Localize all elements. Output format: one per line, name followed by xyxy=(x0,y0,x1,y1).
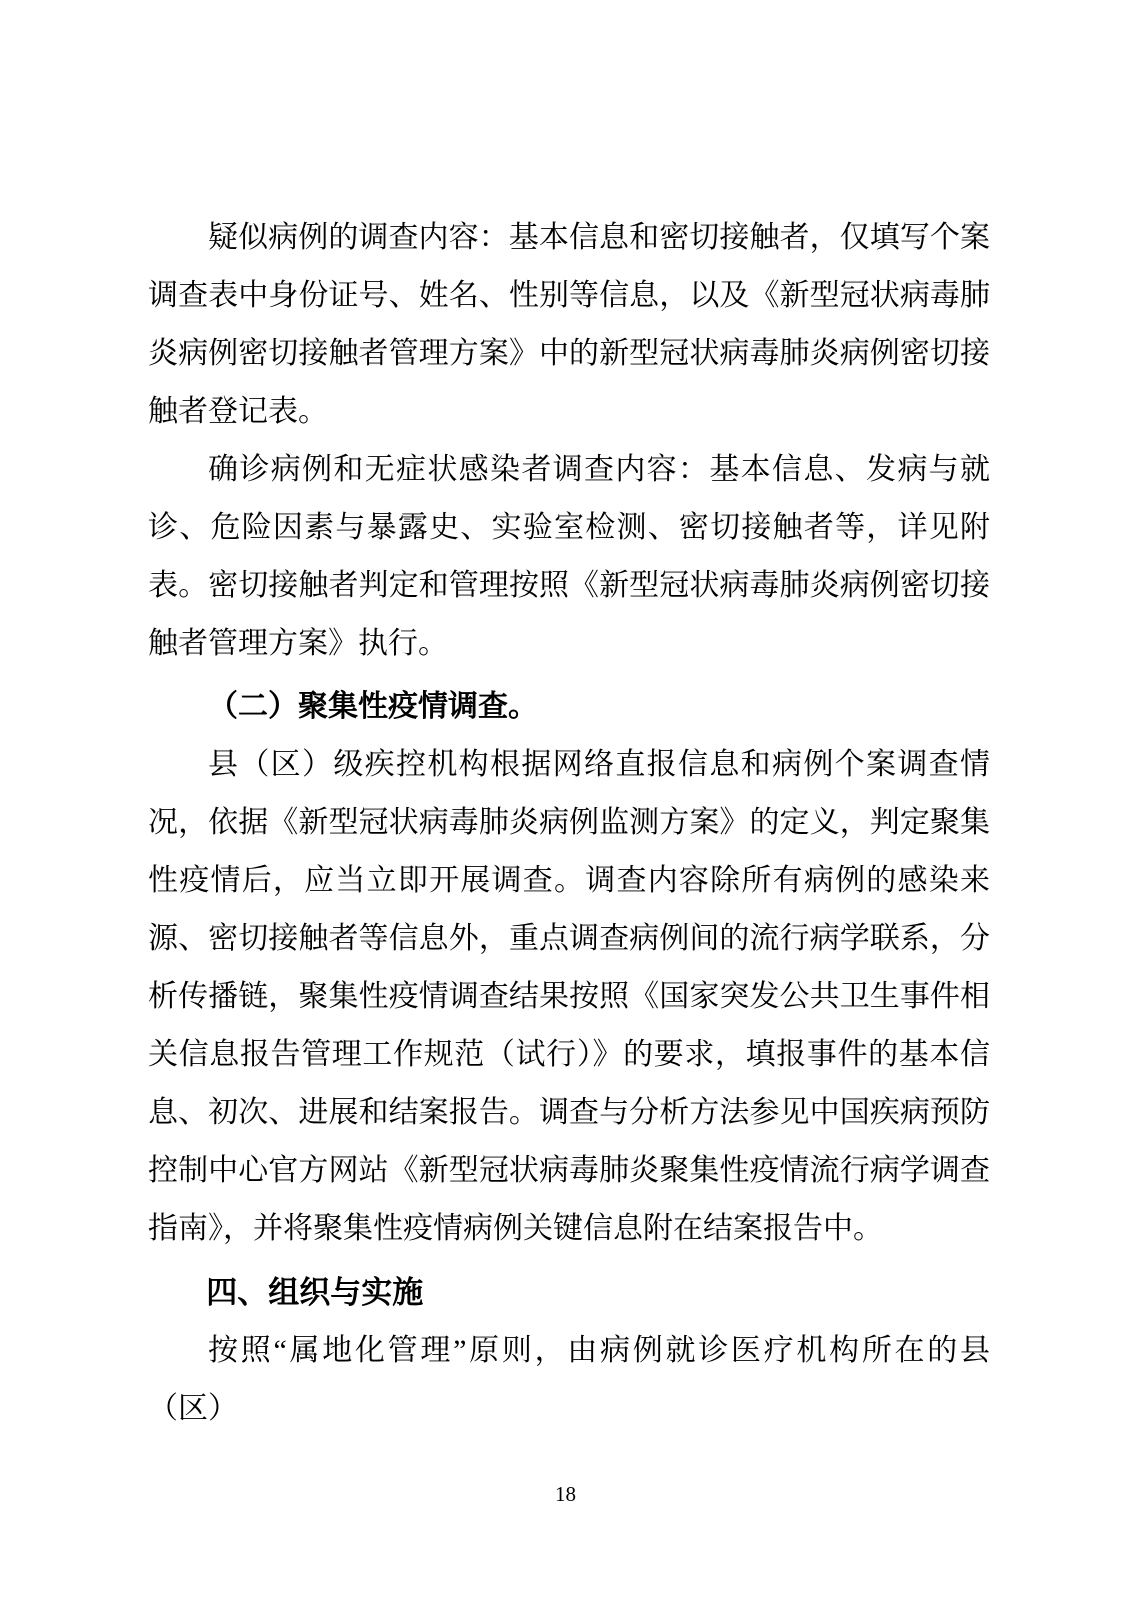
paragraph-suspected-case-investigation: 疑似病例的调查内容：基本信息和密切接触者，仅填写个案调查表中身份证号、姓名、性别等信息，以及《新型冠状病毒肺炎病例密切接触者管理方案》中的新型冠状病毒肺炎病例密切接触者登记表。 xyxy=(148,221,990,428)
paragraph-territorial-management-principle: 按照“属地化管理”原则，由病例就诊医疗机构所在的县（区） xyxy=(148,1334,990,1425)
paragraph-confirmed-case-investigation: 确诊病例和无症状感染者调查内容：基本信息、发病与就诊、危险因素与暴露史、实验室检测、密切接触者等，详见附表。密切接触者判定和管理按照《新型冠状病毒肺炎病例密切接触者管理方案》执行。 xyxy=(148,453,990,660)
page-number: 18 xyxy=(555,1482,576,1506)
paragraph-cluster-epidemic-investigation: 县（区）级疾控机构根据网络直报信息和病例个案调查情况，依据《新型冠状病毒肺炎病例监测方案》的定义，判定聚集性疫情后，应当立即开展调查。调查内容除所有病例的感染来源、密切接触者等信息外，重点调查病例间的流行病学联系，分析传播链，聚集性疫情调查结果按照《国家突发公共卫生事件相关信息报告管理工作规范（试行）》的要求，填报事件的基本信息、初次、进展和结案报告。调查与分析方法参见中国疾病预防控制中心官方网站《新型冠状病毒肺炎聚集性疫情流行病学调查指南》，并将聚集性疫情病例关键信息附在结案报告中。 xyxy=(148,748,990,1245)
subheading-cluster-epidemic-investigation: （二）聚集性疫情调查。 xyxy=(208,690,538,723)
heading-organization-and-implementation: 四、组织与实施 xyxy=(206,1275,424,1310)
document-body xyxy=(148,209,990,1438)
